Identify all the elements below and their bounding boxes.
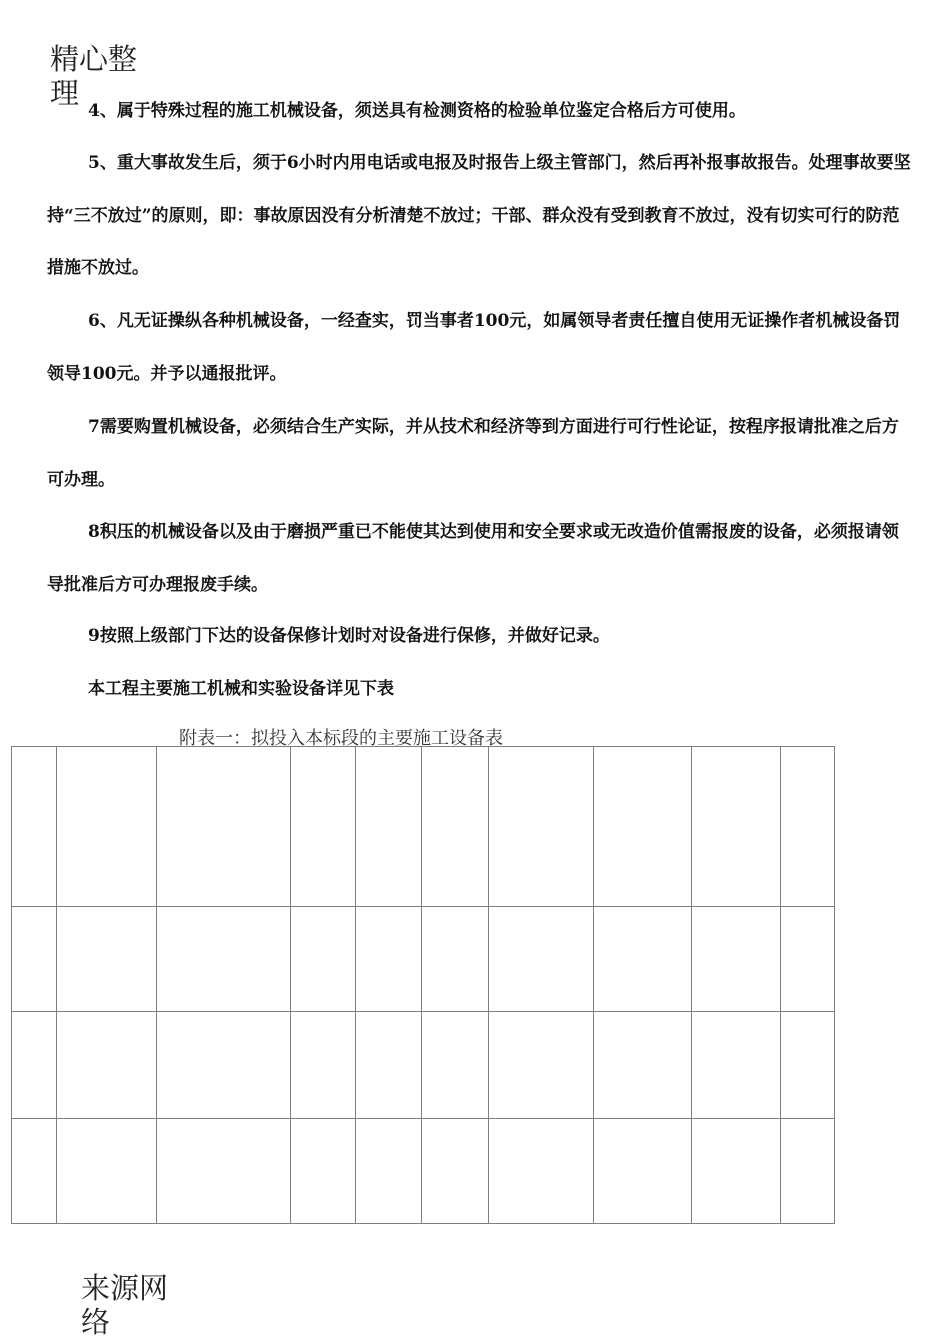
table-cell (692, 907, 781, 1012)
table-cell (12, 1012, 57, 1119)
table-caption: 附表一：拟投入本标段的主要施工设备表 (179, 728, 503, 749)
table-cell (157, 747, 291, 907)
table-cell (291, 907, 356, 1012)
table-cell (12, 907, 57, 1012)
table-cell (157, 1012, 291, 1119)
table-cell (291, 1119, 356, 1224)
table-row (12, 747, 835, 907)
table-cell (692, 1012, 781, 1119)
table-cell (594, 1119, 692, 1224)
paragraph-item-9: 9按照上级部门下达的设备保修计划时对设备进行保修，并做好记录。 (88, 626, 610, 646)
table-cell (356, 1119, 422, 1224)
paragraph-item-8: 8积压的机械设备以及由于磨损严重已不能使其达到使用和安全要求或无改造价值需报废的设备，必须报请领导批准后方可办理报废手续。 (47, 522, 899, 595)
watermark-bottom: 来源网络 (81, 1271, 169, 1339)
table-cell (594, 747, 692, 907)
table-cell (57, 747, 157, 907)
paragraph-item-4: 4、属于特殊过程的施工机械设备，须送具有检测资格的检验单位鉴定合格后方可使用。 (88, 101, 746, 121)
table-cell (12, 1119, 57, 1224)
table-cell (422, 1119, 489, 1224)
table-cell (489, 1119, 594, 1224)
table-cell (781, 747, 835, 907)
table-row (12, 1012, 835, 1119)
table-cell (57, 907, 157, 1012)
paragraph-item-6: 6、凡无证操纵各种机械设备，一经查实，罚当事者100元，如属领导者责任擅自使用无证操作者机械设备罚领导100元。并予以通报批评。 (47, 311, 901, 384)
table-cell (489, 1012, 594, 1119)
paragraph-item-7: 7需要购置机械设备，必须结合生产实际，并从技术和经济等到方面进行可行性论证，按程序报请批准之后方可办理。 (47, 417, 899, 490)
table-cell (692, 747, 781, 907)
table-cell (489, 907, 594, 1012)
table-cell (781, 1119, 835, 1224)
table-cell (356, 747, 422, 907)
table-cell (692, 1119, 781, 1224)
table-row (12, 907, 835, 1012)
table-cell (291, 747, 356, 907)
table-cell (57, 1119, 157, 1224)
table-cell (356, 907, 422, 1012)
table-cell (594, 1012, 692, 1119)
watermark-top: 精心整理 (50, 42, 138, 110)
table-cell (422, 907, 489, 1012)
table-cell (489, 747, 594, 907)
paragraph-item-5: 5、重大事故发生后，须于6小时内用电话或电报及时报告上级主管部门，然后再补报事故报告。处理事故要坚持“三不放过”的原则，即：事故原因没有分析清楚不放过；干部、群众没有受到教育不放过，没有切实可行的防范措施不放过。 (47, 153, 911, 278)
table-row (12, 1119, 835, 1224)
table-cell (422, 747, 489, 907)
table-cell (781, 1012, 835, 1119)
table-cell (157, 1119, 291, 1224)
table-cell (356, 1012, 422, 1119)
table-cell (157, 907, 291, 1012)
equipment-table (11, 746, 835, 1224)
table-cell (57, 1012, 157, 1119)
table-cell (12, 747, 57, 907)
table-cell (422, 1012, 489, 1119)
table-cell (594, 907, 692, 1012)
table-intro-text: 本工程主要施工机械和实验设备详见下表 (88, 679, 394, 699)
table-cell (291, 1012, 356, 1119)
table-cell (781, 907, 835, 1012)
